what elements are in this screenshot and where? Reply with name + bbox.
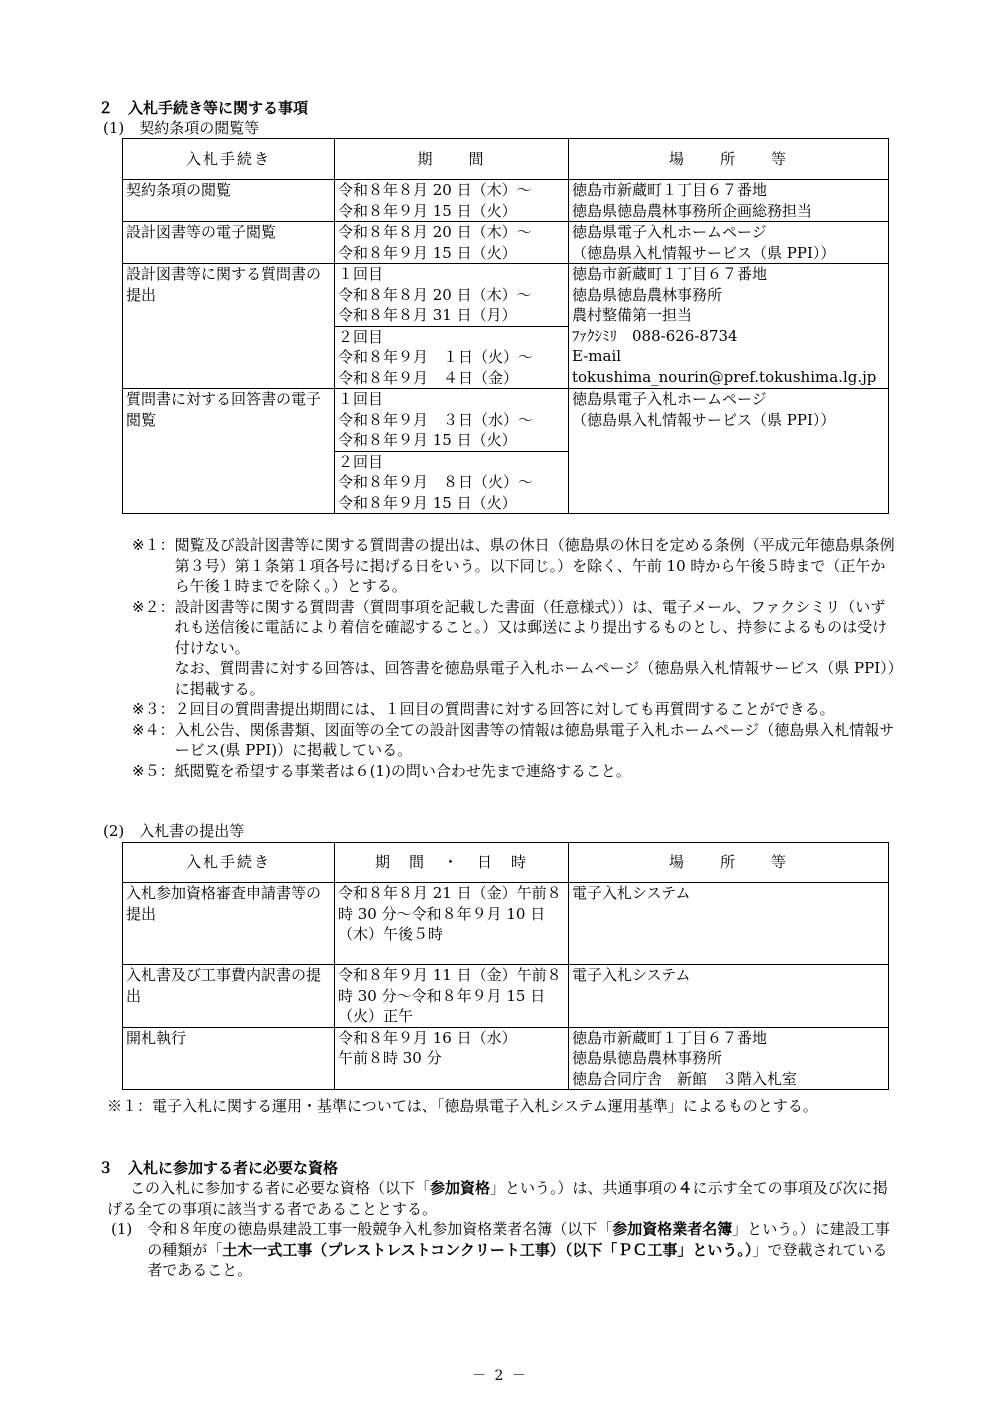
note-text: 設計図書等に関する質問書（質問事項を記載した書面（任意様式））は、電子メール、ファクシミリ（いずれも送信後に電話により着信を確認すること。）又は郵送により提出するものとし、持参によるものは受け付けない。 [174, 597, 888, 657]
note-3 [132, 699, 900, 720]
table-row [123, 389, 889, 452]
note-2 [132, 597, 900, 700]
cell-period-second: ２回目 令和８年９月 ８日（火）～ 令和８年９月 15 日（火） [335, 451, 569, 514]
note-text-continued: なお、質問書に対する回答は、回答書を徳島県電子入札ホームページ（徳島県入札情報サービス（県 PPI））に掲載する。 [174, 659, 896, 698]
header-place: 場 所 等 [569, 843, 889, 883]
item-text: 」という。）に建設工事の種類が「 [147, 1220, 890, 1259]
note-mark: ※４： [132, 720, 175, 739]
section-3-heading: ３ 入札に参加する者に必要な資格 [98, 1159, 339, 1177]
note-text: 入札公告、関係書類、図面等の全ての設計図書等の情報は徳島県電子入札ホームページ（徳島県入札情報サービス(県 PPI)）に掲載している。 [174, 720, 895, 759]
cell-place: 徳島市新蔵町１丁目６７番地 徳島県徳島農林事務所 徳島合同庁舎 新館 ３階入札室 [569, 1027, 889, 1090]
header-place: 場 所 等 [569, 139, 889, 180]
table-row [123, 1027, 889, 1090]
header-procedure: 入札手続き [123, 139, 335, 180]
cell-procedure: 契約条項の閲覧 [123, 180, 335, 222]
note-1 [132, 535, 900, 597]
cell-procedure: 開札執行 [123, 1027, 335, 1090]
cell-period: 令和８年９月 16 日（水） 午前８時 30 分 [335, 1027, 569, 1090]
subsection-1-title: (1) 契約条項の閲覧等 [103, 119, 260, 137]
contract-viewing-table [122, 138, 889, 514]
cell-procedure: 設計図書等の電子閲覧 [123, 222, 335, 264]
table-header-row [123, 843, 889, 883]
table-row [123, 222, 889, 264]
header-period: 期 間 [335, 139, 569, 180]
note-mark: ※２： [132, 597, 175, 616]
table-row [123, 883, 889, 965]
cell-procedure: 入札書及び工事費内訳書の提出 [123, 965, 335, 1028]
note-text: 閲覧及び設計図書等に関する質問書の提出は、県の休日（徳島県の休日を定める条例（平成元年徳島県条例第３号）第１条第１項各号に掲げる日をいう。以下同じ。）を除く、午前 10 時から午後５時まで（正午から午後１時までを除く。）とする。 [174, 536, 895, 595]
cell-period: 令和８年９月 11 日（金）午前８時 30 分～令和８年９月 15 日（火）正午 [335, 965, 569, 1028]
cell-place: 徳島市新蔵町１丁目６７番地 徳島県徳島農林事務所企画総務担当 [569, 180, 889, 222]
note-text: ２回目の質問書提出期間には、１回目の質問書に対する回答に対しても再質問することができる。 [174, 700, 835, 718]
note-4 [132, 720, 900, 761]
item-text: 」で登載されている者であること。 [147, 1240, 888, 1279]
cell-place: 電子入札システム [569, 965, 889, 1028]
paragraph-text: に示す全ての事項及び次に掲げる全ての事項に該当する者であることとする。 [107, 1179, 888, 1218]
cell-period: 令和８年８月 20 日（木）～ 令和８年９月 15 日（火） [335, 180, 569, 222]
table-row [123, 180, 889, 222]
term-participation-qualification: 参加資格 [430, 1179, 491, 1197]
table-row [123, 965, 889, 1028]
item-text: 令和８年度の徳島県建設工事一般競争入札参加資格業者名簿（以下「 [147, 1220, 613, 1238]
note-mark: ※５： [132, 761, 175, 780]
reference-number: ４ [677, 1179, 693, 1197]
note-text: 紙閲覧を希望する事業者は６(1)の問い合わせ先まで連絡すること。 [174, 761, 631, 780]
section-3-paragraph [107, 1178, 897, 1219]
table-header-row [123, 139, 889, 180]
note-mark: ※１： [132, 536, 175, 554]
item-mark: (1) [111, 1220, 148, 1238]
notes-block-1 [132, 535, 900, 781]
cell-place: 徳島県電子入札ホームページ （徳島県入札情報サービス（県 PPI）） [569, 389, 889, 514]
cell-procedure: 設計図書等に関する質問書の提出 [123, 264, 335, 389]
section-3-item-1 [111, 1219, 897, 1281]
cell-period-first: １回目 令和８年８月 20 日（木）～ 令和８年８月 31 日（月） [335, 264, 569, 327]
cell-period-first: １回目 令和８年９月 ３日（水）～ 令和８年９月 15 日（火） [335, 389, 569, 452]
section-2-heading: ２ 入札手続き等に関する事項 [98, 99, 309, 117]
page-number: － 2 － [472, 1368, 528, 1384]
table-row [123, 264, 889, 327]
cell-period: 令和８年８月 20 日（木）～ 令和８年９月 15 日（火） [335, 222, 569, 264]
header-procedure: 入札手続き [123, 843, 335, 883]
cell-place-contact: 徳島市新蔵町１丁目６７番地 徳島県徳島農林事務所 農村整備第一担当 ﾌｧｸｼﾐﾘ 088-626-8734 E-mail tokushima_nourin@pref.tokushima.lg.jp [569, 264, 889, 389]
note-mark: ※３： [132, 700, 175, 718]
cell-procedure: 入札参加資格審査申請書等の提出 [123, 883, 335, 965]
paragraph-text: この入札に参加する者に必要な資格（以下「 [130, 1179, 431, 1197]
item-body [147, 1219, 897, 1281]
note-5 [132, 761, 900, 782]
cell-place: 徳島県電子入札ホームページ （徳島県入札情報サービス（県 PPI）） [569, 222, 889, 264]
paragraph-text: 」という。）は、共通事項の [490, 1179, 678, 1197]
note-body [175, 597, 900, 700]
cell-period: 令和８年８月 21 日（金）午前８時 30 分～令和８年９月 10 日（木）午後５時 [335, 883, 569, 965]
cell-place: 電子入札システム [569, 883, 889, 965]
electronic-bidding-note: ※１：電子入札に関する運用・基準については、「徳島県電子入札システム運用基準」によるものとする。 [107, 1097, 818, 1115]
term-qualified-vendor-list: 参加資格業者名簿 [612, 1220, 733, 1238]
cell-period-second: ２回目 令和８年９月 １日（火）～ 令和８年９月 ４日（金） [335, 326, 569, 389]
bid-submission-table [122, 842, 889, 1090]
term-pc-work: 土木一式工事（プレストレストコンクリート工事）（以下「ＰＣ工事」という。） [222, 1240, 753, 1259]
header-period-datetime: 期 間 ・ 日 時 [335, 843, 569, 883]
subsection-2-title: (2) 入札書の提出等 [103, 822, 245, 840]
cell-procedure: 質問書に対する回答書の電子閲覧 [123, 389, 335, 514]
